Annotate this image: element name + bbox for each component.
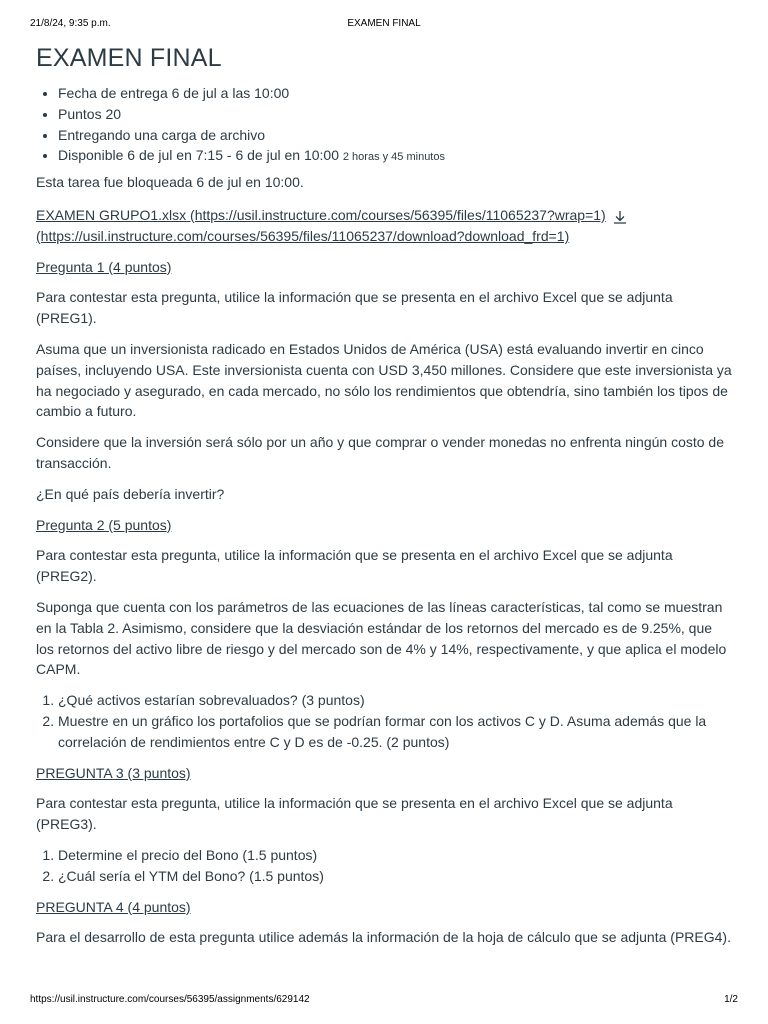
assignment-content — [36, 44, 732, 958]
question-3 — [36, 763, 732, 887]
print-footer — [30, 994, 738, 1008]
attachment-file-url: (https://usil.instructure.com/courses/56395/files/11065237?wrap=1) — [190, 206, 606, 223]
question-4 — [36, 897, 732, 949]
question-2-paragraph: Suponga que cuenta con los parámetros de las ecuaciones de las líneas características, tal como se muestran en la Tabla 2. Asimismo, considere que la desviación estándar de los retornos del mercado es de 9.25%, que los retornos del activo libre de riesgo y del mercado son de 4% y 14%, respectivamente, y que aplica el modelo CAPM. — [36, 598, 727, 678]
attachment — [36, 205, 732, 247]
page-title: EXAMEN FINAL — [36, 44, 222, 72]
availability-duration: 2 horas y 45 minutos — [342, 151, 445, 164]
attachment-download-link[interactable]: (https://usil.instructure.com/courses/56395/files/11065237/download?download_frd=1) — [36, 227, 570, 244]
download-arrow-icon[interactable] — [612, 209, 628, 223]
question-2 — [36, 515, 732, 753]
question-1-paragraph: Asuma que un inversionista radicado en Estados Unidos de América (USA) está evaluando invertir en cinco países, incluyendo USA. Este inversionista cuenta con USD 3,450 millones. Considere que este inversionista ya ha negociado y asegurado, en cada mercado, no sólo los rendimientos que obtendría, sino también los tipos de cambio a futuro. — [36, 340, 732, 420]
assignment-details — [36, 83, 732, 168]
print-doc-title: EXAMEN FINAL — [347, 18, 421, 29]
print-header — [30, 18, 738, 32]
lock-notice: Esta tarea fue bloqueada 6 de jul en 10:00. — [36, 174, 304, 191]
list-item: 1. ¿Qué activos estarían sobrevaluados? (3 puntos) — [58, 690, 732, 711]
question-2-items — [36, 690, 732, 752]
question-1 — [36, 257, 732, 505]
question-2-heading: Pregunta 2 (5 puntos) — [36, 516, 172, 533]
question-1-paragraph: Para contestar esta pregunta, utilice la información que se presenta en el archivo Excel que se adjunta (PREG1). — [36, 289, 673, 327]
attachment-file-link[interactable] — [36, 207, 606, 223]
page-number: 1/2 — [724, 994, 738, 1005]
question-3-items — [36, 845, 732, 887]
detail-due-date: • Fecha de entrega 6 de jul a las 10:00 — [58, 83, 732, 104]
detail-availability — [58, 145, 732, 168]
question-1-heading: Pregunta 1 (4 puntos) — [36, 258, 172, 275]
print-url: https://usil.instructure.com/courses/56395/assignments/629142 — [30, 994, 310, 1005]
list-item: 2. Muestre en un gráfico los portafolios que se podrían formar con los activos C y D. Asuma además que la correlación de rendimientos entre C y D es de -0.25. (2 puntos) — [58, 711, 732, 753]
list-item: 2. ¿Cuál sería el YTM del Bono? (1.5 puntos) — [58, 866, 732, 887]
question-4-heading: PREGUNTA 4 (4 puntos) — [36, 898, 191, 915]
question-3-paragraph: Para contestar esta pregunta, utilice la información que se presenta en el archivo Excel que se adjunta (PREG3). — [36, 795, 673, 833]
question-1-paragraph: Considere que la inversión será sólo por un año y que comprar o vender monedas no enfrenta ningún costo de transacción. — [36, 434, 724, 471]
question-3-heading: PREGUNTA 3 (3 puntos) — [36, 764, 191, 781]
list-item: 1. Determine el precio del Bono (1.5 puntos) — [58, 845, 732, 866]
question-4-paragraph: Para el desarrollo de esta pregunta utilice además la información de la hoja de cálculo que se adjunta (PREG4). — [36, 929, 731, 946]
detail-submission-type: • Entregando una carga de archivo — [58, 125, 732, 146]
question-2-paragraph: Para contestar esta pregunta, utilice la información que se presenta en el archivo Excel que se adjunta (PREG2). — [36, 547, 673, 585]
print-datetime: 21/8/24, 9:35 p.m. — [30, 18, 111, 29]
availability-range: Disponible 6 de jul en 7:15 - 6 de jul en 10:00 — [58, 147, 339, 164]
question-1-paragraph: ¿En qué país debería invertir? — [36, 485, 225, 502]
detail-points: • Puntos 20 — [58, 104, 732, 125]
attachment-file-name: EXAMEN GRUPO1.xlsx — [36, 206, 187, 223]
